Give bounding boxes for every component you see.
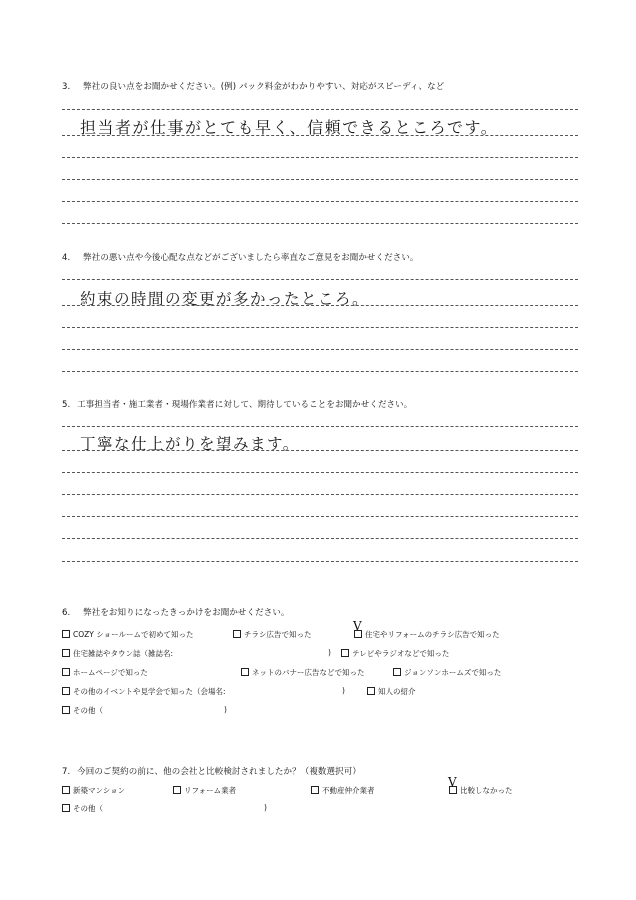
answer-line bbox=[62, 179, 578, 180]
option-label: 不動産仲介業者 bbox=[322, 786, 375, 795]
question-6 bbox=[62, 606, 290, 618]
question-6-text: 弊社をお知りになったきっかけをお聞かせください。 bbox=[83, 608, 290, 618]
question-5-answer: 丁寧な仕上がりを望みます。 bbox=[80, 435, 300, 453]
question-4-answer: 約束の時間の変更が多かったところ。 bbox=[80, 290, 370, 308]
option-zasshi-close: ) bbox=[328, 648, 331, 657]
option-tv[interactable] bbox=[341, 648, 449, 659]
answer-line bbox=[62, 135, 578, 136]
checkbox[interactable] bbox=[367, 687, 375, 695]
answer-line bbox=[62, 305, 578, 306]
option-johnson[interactable] bbox=[393, 667, 501, 678]
question-4 bbox=[62, 251, 419, 263]
question-4-number: 4. bbox=[62, 253, 71, 263]
option-label: 新築マンション bbox=[73, 786, 126, 795]
question-6-number: 6. bbox=[62, 608, 71, 618]
answer-line bbox=[62, 201, 578, 202]
option-homepage[interactable] bbox=[62, 667, 148, 678]
checkbox[interactable] bbox=[62, 668, 70, 676]
option-label: ネットのバナー広告などで知った bbox=[252, 668, 365, 677]
option-reform[interactable] bbox=[173, 785, 236, 796]
answer-line bbox=[62, 349, 578, 350]
answer-line bbox=[62, 561, 578, 562]
option-other-close: ) bbox=[224, 705, 227, 714]
option-label: COZY ショールームで初めて知った bbox=[73, 630, 194, 639]
checkbox[interactable] bbox=[341, 649, 349, 657]
question-3-answer: 担当者が仕事がとても早く、信頼できるところです。 bbox=[80, 118, 499, 137]
answer-line bbox=[62, 494, 578, 495]
question-5 bbox=[62, 398, 412, 410]
question-3-text: 弊社の良い点をお聞かせください。(例) パック料金がわかりやすい、対応がスピーディ、など bbox=[83, 82, 445, 92]
answer-line bbox=[62, 450, 578, 451]
checkbox[interactable] bbox=[62, 649, 70, 657]
option-event-close: ) bbox=[342, 686, 345, 695]
option-shokai[interactable] bbox=[367, 686, 416, 697]
answer-line bbox=[62, 472, 578, 473]
answer-line bbox=[62, 223, 578, 224]
option-jutaku-chirashi[interactable] bbox=[354, 629, 500, 640]
option-label: チラシ広告で知った bbox=[244, 630, 312, 639]
question-7-number: 7. bbox=[62, 767, 71, 777]
option-chirashi[interactable] bbox=[233, 629, 312, 640]
question-7-text: 今回のご契約の前に、他の会社と比較検討されましたか？（複数選択可） bbox=[77, 767, 361, 777]
option-label: 住宅やリフォームのチラシ広告で知った bbox=[365, 630, 500, 639]
option-hikaku-nashi[interactable] bbox=[449, 785, 513, 796]
checkbox[interactable] bbox=[62, 804, 70, 812]
checkbox[interactable] bbox=[62, 786, 70, 794]
option-banner[interactable] bbox=[241, 667, 365, 678]
option-label: ホームページで知った bbox=[73, 668, 148, 677]
option-q7-other[interactable] bbox=[62, 803, 103, 814]
question-5-text: 工事担当者・施工業者・現場作業者に対して、期待していることをお聞かせください。 bbox=[77, 400, 413, 410]
answer-line bbox=[62, 157, 578, 158]
option-label: 比較しなかった bbox=[460, 786, 513, 795]
checkbox[interactable] bbox=[62, 706, 70, 714]
option-fudosan[interactable] bbox=[311, 785, 375, 796]
option-label: 住宅雑誌やタウン誌（雑誌名: bbox=[73, 649, 174, 658]
answer-line bbox=[62, 279, 578, 280]
option-event[interactable] bbox=[62, 686, 226, 697]
option-label: その他（ bbox=[73, 804, 103, 813]
answer-line bbox=[62, 538, 578, 539]
checkbox[interactable] bbox=[62, 630, 70, 638]
handwritten-check-mark: V bbox=[448, 775, 457, 789]
handwritten-check-mark: V bbox=[353, 619, 362, 633]
answer-line bbox=[62, 327, 578, 328]
option-other[interactable] bbox=[62, 705, 103, 716]
question-4-text: 弊社の悪い点や今後心配な点などがございましたら率直なご意見をお聞かせください。 bbox=[83, 253, 419, 263]
question-5-number: 5. bbox=[62, 400, 71, 410]
option-zasshi[interactable] bbox=[62, 648, 173, 659]
checkbox[interactable] bbox=[393, 668, 401, 676]
checkbox[interactable] bbox=[241, 668, 249, 676]
option-label: その他（ bbox=[73, 706, 103, 715]
option-label: ジョンソンホームズで知った bbox=[404, 668, 502, 677]
question-7 bbox=[62, 765, 361, 777]
option-label: 知人の紹介 bbox=[378, 687, 416, 696]
answer-line bbox=[62, 371, 578, 372]
option-label: その他のイベントや見学会で知った（会場名: bbox=[73, 687, 226, 696]
option-q7-other-close: ) bbox=[264, 803, 267, 812]
option-label: テレビやラジオなどで知った bbox=[352, 649, 450, 658]
option-shinchiku[interactable] bbox=[62, 785, 125, 796]
answer-line bbox=[62, 516, 578, 517]
checkbox[interactable] bbox=[62, 687, 70, 695]
checkbox[interactable] bbox=[233, 630, 241, 638]
answer-line bbox=[62, 109, 578, 110]
option-cozy[interactable] bbox=[62, 629, 193, 640]
question-3-number: 3. bbox=[62, 82, 71, 92]
checkbox[interactable] bbox=[311, 786, 319, 794]
option-label: リフォーム業者 bbox=[184, 786, 237, 795]
checkbox[interactable] bbox=[173, 786, 181, 794]
answer-line bbox=[62, 426, 578, 427]
question-3 bbox=[62, 80, 444, 92]
